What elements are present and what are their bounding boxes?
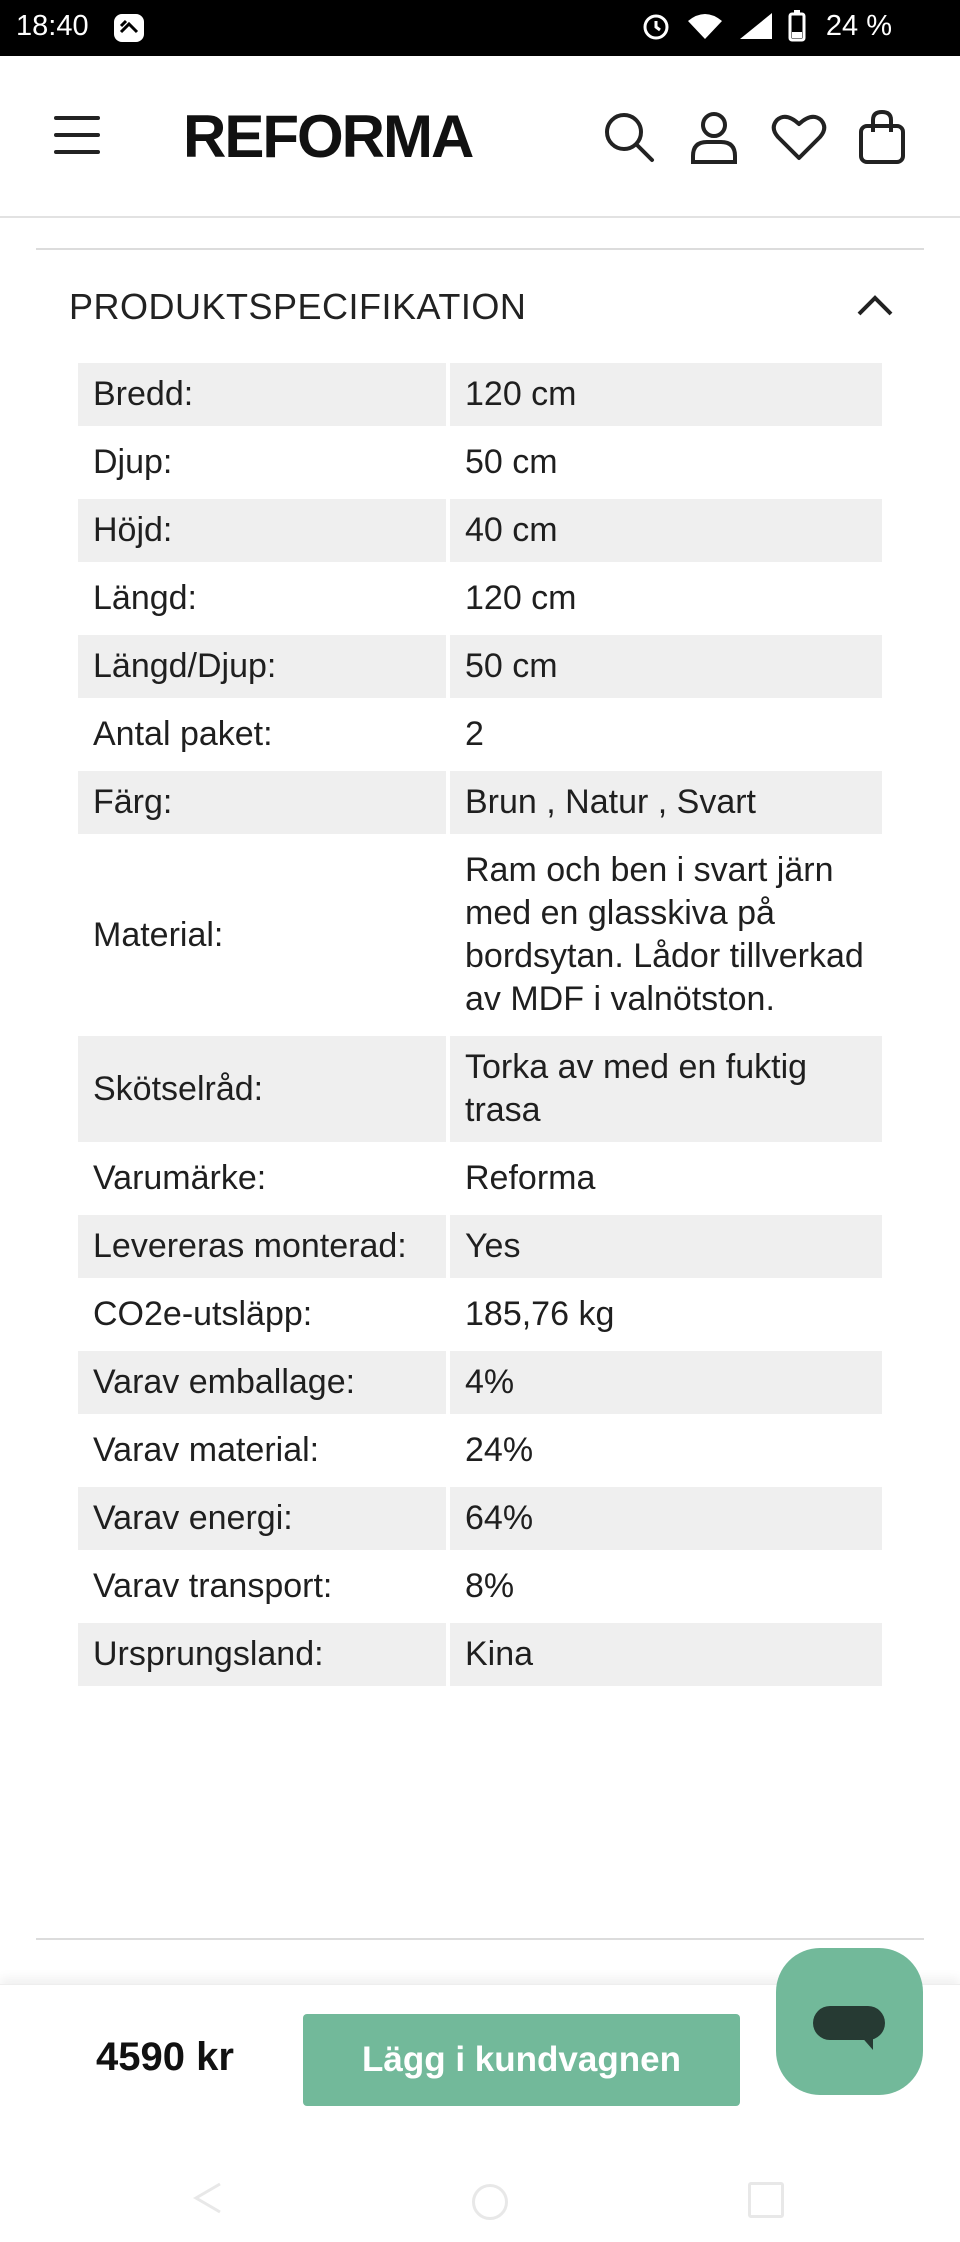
alarm-icon xyxy=(640,10,672,50)
search-icon[interactable] xyxy=(600,108,658,166)
spec-row xyxy=(78,839,882,1031)
chat-icon-tail xyxy=(859,2034,873,2050)
recent-apps-icon[interactable] xyxy=(748,2182,784,2218)
spec-value: 120 cm xyxy=(450,363,882,426)
spec-row xyxy=(78,1036,882,1142)
shopping-bag-icon[interactable] xyxy=(853,108,911,166)
spec-label: Längd: xyxy=(93,579,197,617)
spec-label: Antal paket: xyxy=(93,715,273,753)
spec-value: Ram och ben i svart järn med en glasskiva på bordsytan. Lådor tillverkad av MDF i valnötston. xyxy=(465,851,864,1018)
spec-label: Varav material: xyxy=(93,1431,320,1469)
user-icon[interactable] xyxy=(685,108,743,166)
spec-label: Material: xyxy=(93,915,224,954)
spec-label: Varumärke: xyxy=(93,1159,267,1197)
home-icon[interactable] xyxy=(472,2184,508,2220)
spec-label: Skötselråd: xyxy=(78,1036,446,1142)
spec-value: 185,76 kg xyxy=(465,1295,615,1333)
spec-value: 2 xyxy=(465,715,484,753)
spec-value: 4% xyxy=(450,1351,882,1414)
site-header xyxy=(0,56,960,218)
brand-logo[interactable]: REFORMA xyxy=(183,103,473,170)
divider xyxy=(36,248,924,250)
spec-row xyxy=(78,1623,882,1686)
spec-row xyxy=(78,1487,882,1550)
spec-value: 24% xyxy=(465,1431,534,1469)
spec-value: 50 cm xyxy=(450,635,882,698)
spec-label: Varav energi: xyxy=(78,1487,446,1550)
battery-percentage: 24 % xyxy=(825,10,892,42)
spec-label: Varav transport: xyxy=(93,1567,333,1605)
spec-row xyxy=(78,567,882,630)
spec-value: 50 cm xyxy=(465,443,558,481)
spec-label: Färg: xyxy=(78,771,446,834)
battery-icon xyxy=(788,10,806,50)
spec-row xyxy=(78,1555,882,1618)
system-nav-bar xyxy=(0,2132,960,2242)
accordion-title-product-specification[interactable]: PRODUKTSPECIFIKATION xyxy=(69,286,527,327)
spec-value: Torka av med en fuktig trasa xyxy=(450,1036,882,1142)
spec-row xyxy=(78,1283,882,1346)
spec-row xyxy=(78,1215,882,1278)
spec-label: Varav emballage: xyxy=(78,1351,446,1414)
spec-value: 120 cm xyxy=(465,579,577,617)
product-price: 4590 kr xyxy=(96,2035,234,2079)
spec-row xyxy=(78,1147,882,1210)
spec-value: Brun , Natur , Svart xyxy=(450,771,882,834)
divider xyxy=(36,1938,924,1940)
spec-label: Bredd: xyxy=(78,363,446,426)
chevron-up-icon[interactable] xyxy=(855,290,895,320)
spec-value: Reforma xyxy=(465,1159,596,1197)
status-icons xyxy=(640,10,806,50)
app-notification-icon xyxy=(112,12,146,52)
spec-value: 64% xyxy=(450,1487,882,1550)
spec-label: Levereras monterad: xyxy=(78,1215,446,1278)
chat-button[interactable] xyxy=(776,1948,923,2095)
spec-row xyxy=(78,1419,882,1482)
spec-value: 8% xyxy=(465,1567,515,1605)
chat-icon xyxy=(813,2006,885,2040)
spec-label: Höjd: xyxy=(78,499,446,562)
spec-label: CO2e-utsläpp: xyxy=(93,1295,313,1333)
add-to-cart-button[interactable]: Lägg i kundvagnen xyxy=(303,2014,740,2106)
back-icon[interactable] xyxy=(190,2180,226,2221)
spec-row xyxy=(78,499,882,562)
signal-icon xyxy=(738,11,774,49)
spec-value: Kina xyxy=(450,1623,882,1686)
status-time: 18:40 xyxy=(16,10,89,42)
status-bar xyxy=(0,0,960,56)
spec-label: Djup: xyxy=(93,443,173,481)
spec-row xyxy=(78,363,882,426)
spec-table xyxy=(78,363,882,1691)
spec-label: Ursprungsland: xyxy=(78,1623,446,1686)
menu-icon[interactable] xyxy=(54,116,100,154)
heart-icon[interactable] xyxy=(770,108,828,166)
spec-row xyxy=(78,771,882,834)
spec-row xyxy=(78,635,882,698)
spec-row xyxy=(78,703,882,766)
wifi-icon xyxy=(686,11,724,49)
spec-value: 40 cm xyxy=(450,499,882,562)
spec-value: Yes xyxy=(450,1215,882,1278)
spec-row xyxy=(78,431,882,494)
spec-row xyxy=(78,1351,882,1414)
spec-label: Längd/Djup: xyxy=(78,635,446,698)
